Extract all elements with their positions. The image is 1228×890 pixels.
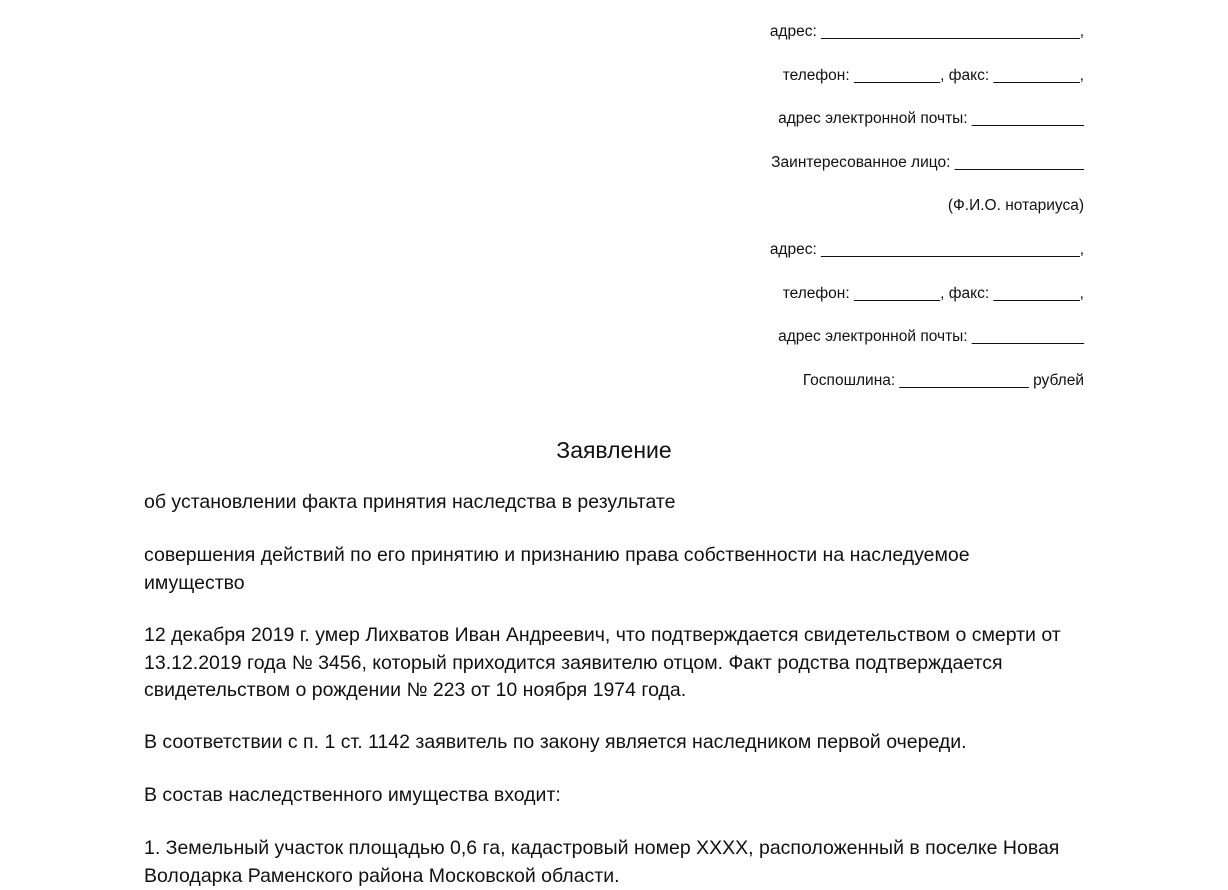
estate-item-1: 1. Земельный участок площадью 0,6 га, кадастровый номер XXXX, расположенный в поселке Новая Володарка Раменского района Московской области. [144,837,1060,887]
applicant-address-line: адрес: ______________________________, [769,23,1084,40]
applicant-phone-fax-line: телефон: __________, факс: __________, [782,67,1084,84]
document-title: Заявление [556,437,672,463]
interested-party-line: Заинтересованное лицо: _______________ [771,154,1084,171]
subtitle-line-1: об установлении факта принятия наследства в результате [144,491,676,513]
state-duty-line: Госпошлина: _______________ рублей [802,372,1084,389]
heir-order-paragraph: В соответствии с п. 1 ст. 1142 заявитель по закону является наследником первой очереди. [144,731,967,753]
estate-composition-paragraph: В состав наследственного имущества входит: [144,784,561,806]
applicant-email-line: адрес электронной почты: _____________ [778,110,1084,127]
notary-address-line: адрес: ______________________________, [769,241,1084,258]
notary-caption: (Ф.И.О. нотариуса) [947,197,1084,214]
subtitle-line-2: совершения действий по его принятию и признанию права собственности на наследуемое имущество [144,544,970,594]
death-fact-paragraph: 12 декабря 2019 г. умер Лихватов Иван Андреевич, что подтверждается свидетельством о смерти от 13.12.2019 года № 3456, который приходится заявителю отцом. Факт родства подтверждается свидетельством о рождении № 223 от 10 ноября 1974 года. [144,624,1061,701]
notary-email-line: адрес электронной почты: _____________ [778,328,1084,345]
notary-phone-fax-line: телефон: __________, факс: __________, [782,285,1084,302]
